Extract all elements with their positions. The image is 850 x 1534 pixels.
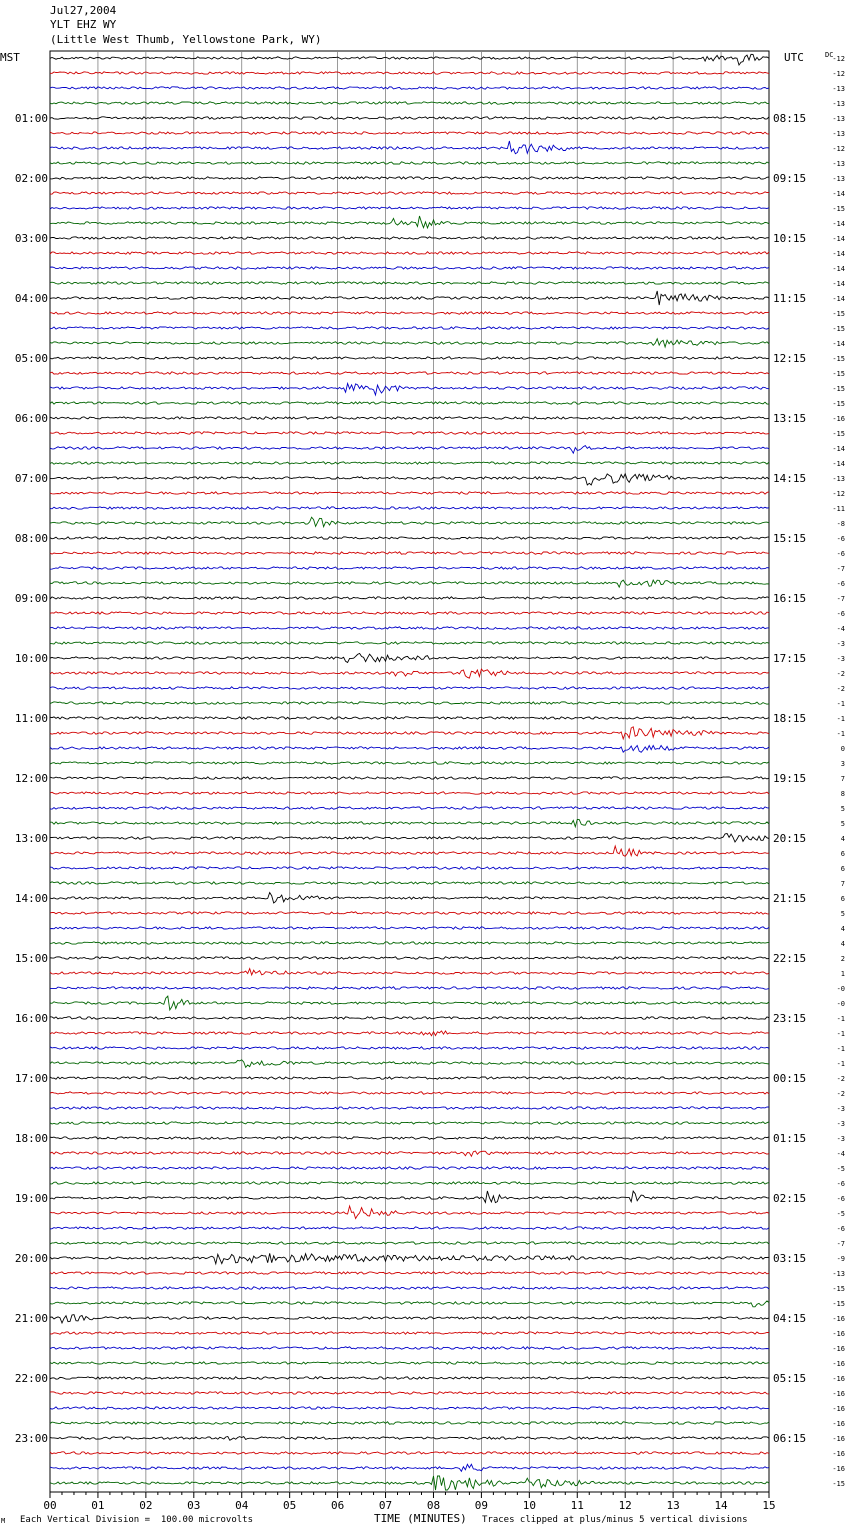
dc-offset-label: -1 [836,1045,845,1053]
trace-line [50,846,769,856]
trace-line [50,1191,769,1203]
trace-line [50,384,769,396]
dc-offset-label: -14 [832,445,845,453]
dc-offset-label: -14 [832,295,845,303]
trace-line [50,1452,769,1454]
right-hour-label: 23:15 [773,1012,807,1025]
trace-line [50,537,769,539]
dc-offset-label: -9 [836,1255,845,1263]
dc-offset-label: 4 [840,835,845,843]
dc-offset-label: -5 [836,1210,845,1218]
right-hour-label: 13:15 [773,412,807,425]
dc-offset-label: -15 [832,1300,845,1308]
x-tick-label: 00 [43,1499,57,1512]
trace-line [50,117,769,119]
dc-offset-label: -16 [832,1405,845,1413]
x-tick-label: 03 [187,1499,201,1512]
dc-offset-label: -15 [832,370,845,378]
left-hour-label: 04:00 [14,292,48,305]
x-tick-label: 11 [570,1499,584,1512]
left-hour-label: 13:00 [14,832,48,845]
trace-line [50,893,769,904]
trace-line [50,474,769,485]
dc-offset-label: -12 [832,70,845,78]
trace-line [50,402,769,404]
dc-offset-label: 4 [840,940,845,948]
left-hour-label: 18:00 [14,1132,48,1145]
trace-line [50,1347,769,1349]
dc-offset-label: -15 [832,325,845,333]
trace-line [50,1107,769,1109]
right-hour-label: 17:15 [773,652,807,665]
trace-line [50,1253,769,1263]
dc-offset-label: -4 [836,1150,845,1158]
dc-offset-label: 0 [840,745,845,753]
dc-offset-label: -15 [832,1480,845,1488]
dc-offset-label: -4 [836,625,845,633]
dc-offset-label: -7 [836,1240,845,1248]
dc-offset-label: -16 [832,1330,845,1338]
trace-line [50,1437,769,1441]
x-tick-label: 08 [426,1499,441,1512]
chart-date: Jul27,2004 [50,4,117,17]
left-hour-label: 11:00 [14,712,48,725]
x-tick-label: 01 [91,1499,105,1512]
right-hour-label: 06:15 [773,1432,807,1445]
dc-offset-label: -7 [836,565,845,573]
right-hour-label: 00:15 [773,1072,807,1085]
x-tick-label: 02 [139,1499,153,1512]
trace-line [50,1476,769,1490]
dc-offset-label: -14 [832,220,845,228]
dc-offset-label: -12 [832,490,845,498]
trace-line [50,291,769,305]
dc-offset-label: -6 [836,1225,845,1233]
trace-line [50,1060,769,1068]
left-hour-label: 07:00 [14,472,48,485]
right-hour-label: 12:15 [773,352,807,365]
trace-line [50,552,769,554]
dc-offset-label: -2 [836,1075,845,1083]
left-hour-label: 03:00 [14,232,48,245]
right-hour-label: 18:15 [773,712,807,725]
dc-offset-label: -15 [832,430,845,438]
dc-offset-label: 3 [840,760,845,768]
dc-offset-label: -2 [836,670,845,678]
trace-line [50,1047,769,1049]
trace-line [50,777,769,779]
trace-line [50,912,769,914]
trace-line [50,507,769,509]
trace-line [50,987,769,989]
right-hour-label: 15:15 [773,532,807,545]
x-tick-label: 05 [283,1499,297,1512]
scale-note: Each Vertical Division = 100.00 microvolts [20,1515,253,1525]
right-hour-label: 08:15 [773,112,807,125]
right-hour-label: 02:15 [773,1192,807,1205]
x-tick-label: 13 [666,1499,680,1512]
trace-line [50,252,769,254]
left-hour-label: 23:00 [14,1432,48,1445]
dc-offset-label: -8 [836,520,845,528]
trace-line [50,1017,769,1019]
right-hour-label: 04:15 [773,1312,807,1325]
dc-offset-label: -13 [832,1270,845,1278]
dc-offset-label: -14 [832,235,845,243]
left-hour-label: 08:00 [14,532,48,545]
trace-line [50,327,769,329]
trace-line [50,653,769,662]
dc-offset-label: -16 [832,415,845,423]
trace-line [50,580,769,587]
dc-offset-label: 1 [840,970,845,978]
x-axis-title: TIME (MINUTES) [374,1512,467,1525]
clip-note: Traces clipped at plus/minus 5 vertical divisions [482,1515,748,1525]
dc-offset-label: -15 [832,1285,845,1293]
x-tick-label: 14 [714,1499,728,1512]
dc-offset-label: -6 [836,1195,845,1203]
x-tick-label: 10 [522,1499,536,1512]
dc-offset-label: -13 [832,85,845,93]
dc-offset-label: -15 [832,385,845,393]
right-hour-label: 10:15 [773,232,807,245]
x-tick-label: 15 [762,1499,776,1512]
trace-line [50,102,769,104]
dc-offset-label: -16 [832,1375,845,1383]
trace-line [50,702,769,704]
dc-offset-label: -14 [832,460,845,468]
dc-offset-label: -3 [836,640,845,648]
trace-line [50,597,769,599]
left-hour-label: 01:00 [14,112,48,125]
trace-line [50,517,769,527]
dc-offset-label: -0 [836,985,845,993]
trace-line [50,762,769,764]
station-name: YLT EHZ WY [50,18,117,31]
dc-offset-label: 7 [840,775,845,783]
left-hour-label: 15:00 [14,952,48,965]
dc-offset-label: -15 [832,310,845,318]
dc-offset-label: -1 [836,1030,845,1038]
dc-offset-label: 2 [840,955,845,963]
trace-line [50,1407,769,1409]
trace-line [50,1362,769,1364]
left-hour-label: 22:00 [14,1372,48,1385]
trace-line [50,727,769,739]
trace-line [50,957,769,959]
right-hour-label: 20:15 [773,832,807,845]
dc-offset-label: -14 [832,340,845,348]
trace-line [50,669,769,678]
trace-line [50,969,769,975]
dc-offset-label: -6 [836,610,845,618]
dc-offset-label: -16 [832,1390,845,1398]
trace-line [50,1287,769,1289]
x-tick-label: 12 [618,1499,632,1512]
trace-line [50,207,769,209]
left-hour-label: 09:00 [14,592,48,605]
trace-line [50,1301,769,1307]
dc-offset-label: -1 [836,700,845,708]
left-hour-label: 19:00 [14,1192,48,1205]
trace-line [50,1242,769,1244]
left-hour-label: 12:00 [14,772,48,785]
trace-line [50,237,769,239]
trace-line [50,432,769,434]
right-hour-label: 05:15 [773,1372,807,1385]
right-hour-label: 09:15 [773,172,807,185]
dc-offset-label: -16 [832,1450,845,1458]
trace-line [50,141,769,154]
trace-line [50,357,769,359]
trace-line [50,1464,769,1471]
trace-line [50,792,769,794]
dc-offset-label: -13 [832,130,845,138]
trace-line [50,746,769,753]
dc-offset-label: -16 [832,1360,845,1368]
left-hour-label: 17:00 [14,1072,48,1085]
trace-line [50,1392,769,1394]
dc-offset-label: -14 [832,265,845,273]
left-hour-label: 21:00 [14,1312,48,1325]
dc-offset-label: 5 [840,805,845,813]
trace-line [50,1077,769,1079]
dc-offset-label: -15 [832,355,845,363]
trace-line [50,54,769,65]
dc-offset-label: -0 [836,1000,845,1008]
dc-offset-label: -14 [832,190,845,198]
trace-line [50,1422,769,1424]
left-hour-label: 05:00 [14,352,48,365]
trace-line [50,1182,769,1184]
dc-offset-label: -12 [832,145,845,153]
trace-line [50,996,769,1010]
trace-line [50,192,769,194]
dc-offset-label: 8 [840,790,845,798]
trace-line [50,567,769,569]
dc-offset-label: 6 [840,850,845,858]
right-hour-label: 19:15 [773,772,807,785]
marker-label: M [1,1517,6,1525]
trace-line [50,372,769,374]
trace-line [50,462,769,464]
dc-offset-label: -13 [832,175,845,183]
x-tick-label: 04 [235,1499,249,1512]
dc-offset-label: -13 [832,475,845,483]
trace-line [50,1151,769,1156]
trace-line [50,642,769,644]
dc-offset-label: -3 [836,1105,845,1113]
trace-line [50,612,769,614]
trace-line [50,1122,769,1124]
right-hour-label: 01:15 [773,1132,807,1145]
dc-offset-label: -13 [832,115,845,123]
trace-line [50,72,769,74]
dc-offset-label: -13 [832,100,845,108]
right-axis-title: UTC [784,51,804,64]
dc-offset-label: 5 [840,910,845,918]
left-hour-label: 06:00 [14,412,48,425]
dc-offset-label: -6 [836,1180,845,1188]
dc-offset-label: -1 [836,1015,845,1023]
dc-offset-label: 6 [840,865,845,873]
dc-label: DC [825,51,834,59]
dc-offset-label: -16 [832,1435,845,1443]
dc-offset-label: -1 [836,715,845,723]
dc-offset-label: 7 [840,880,845,888]
dc-offset-label: -14 [832,250,845,258]
trace-line [50,819,769,826]
dc-offset-label: -5 [836,1165,845,1173]
dc-offset-label: -3 [836,1120,845,1128]
dc-offset-label: 4 [840,925,845,933]
trace-line [50,216,769,228]
trace-line [50,942,769,944]
trace-line [50,834,769,843]
trace-line [50,1031,769,1036]
dc-offset-label: -3 [836,1135,845,1143]
dc-offset-label: -3 [836,655,845,663]
trace-line [50,627,769,629]
dc-offset-label: -16 [832,1465,845,1473]
dc-offset-label: -16 [832,1420,845,1428]
trace-line [50,282,769,284]
trace-line [50,339,769,347]
trace-line [50,1092,769,1094]
trace-line [50,882,769,884]
trace-line [50,492,769,494]
x-tick-label: 09 [474,1499,489,1512]
right-hour-label: 14:15 [773,472,807,485]
dc-offset-label: -13 [832,160,845,168]
dc-offset-label: -14 [832,280,845,288]
trace-line [50,87,769,89]
dc-offset-label: -16 [832,1345,845,1353]
station-location: (Little West Thumb, Yellowstone Park, WY) [50,33,322,46]
trace-line [50,687,769,689]
dc-offset-label: -2 [836,685,845,693]
trace-line [50,177,769,179]
dc-offset-label: -1 [836,1060,845,1068]
dc-offset-label: -6 [836,535,845,543]
dc-offset-label: -16 [832,1315,845,1323]
trace-line [50,717,769,719]
left-hour-label: 02:00 [14,172,48,185]
dc-offset-label: -6 [836,550,845,558]
trace-line [50,1137,769,1139]
trace-line [50,312,769,314]
left-hour-label: 16:00 [14,1012,48,1025]
dc-offset-label: -6 [836,580,845,588]
trace-line [50,927,769,929]
right-hour-label: 11:15 [773,292,807,305]
trace-line [50,446,769,454]
left-axis-title: MST [0,51,20,64]
right-hour-label: 22:15 [773,952,807,965]
trace-line [50,1206,769,1219]
dc-offset-label: -2 [836,1090,845,1098]
dc-offset-label: -1 [836,730,845,738]
trace-line [50,867,769,869]
dc-offset-label: -12 [832,55,845,63]
x-tick-label: 07 [378,1499,393,1512]
trace-line [50,162,769,164]
dc-offset-label: -15 [832,205,845,213]
right-hour-label: 21:15 [773,892,807,905]
trace-line [50,132,769,134]
dc-offset-label: -15 [832,400,845,408]
trace-line [50,1332,769,1334]
x-tick-label: 06 [330,1499,345,1512]
trace-line [50,417,769,419]
dc-offset-label: -11 [832,505,845,513]
left-hour-label: 10:00 [14,652,48,665]
right-hour-label: 03:15 [773,1252,807,1265]
dc-offset-label: 6 [840,895,845,903]
dc-offset-label: -7 [836,595,845,603]
right-hour-label: 16:15 [773,592,807,605]
left-hour-label: 20:00 [14,1252,48,1265]
trace-line [50,1315,769,1323]
trace-line [50,1377,769,1379]
trace-line [50,1227,769,1229]
trace-line [50,1272,769,1274]
left-hour-label: 14:00 [14,892,48,905]
dc-offset-label: 5 [840,820,845,828]
trace-line [50,1167,769,1169]
trace-line [50,807,769,809]
trace-line [50,267,769,269]
